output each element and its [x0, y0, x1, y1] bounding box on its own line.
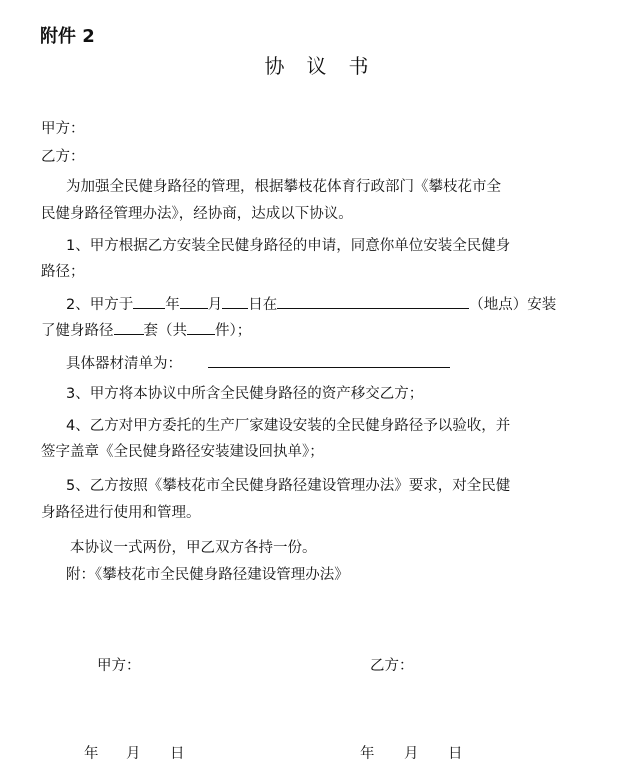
date-b-day: 日: [448, 746, 463, 762]
date-b-year: 年: [360, 746, 375, 762]
signature-party-a: 甲方：: [97, 658, 141, 674]
clause-2-sets: 套（共: [143, 323, 187, 339]
equipment-list-blank[interactable]: [208, 352, 450, 368]
clause-2-line-1: [66, 292, 556, 318]
copies-note: 本协议一式两份，甲乙双方各持一份。: [70, 540, 317, 556]
intro-line-2: 民健身路径管理办法》，经协商，达成以下协议。: [41, 206, 353, 222]
date-a-year: 年: [84, 746, 99, 762]
day-blank[interactable]: [222, 293, 248, 309]
date-b-month: 月: [404, 746, 419, 762]
party-a-label: 甲方：: [41, 121, 85, 137]
clause-2-line-2: [41, 318, 251, 344]
date-a-day: 日: [170, 746, 185, 762]
equipment-list-label: 具体器材清单为：: [66, 356, 182, 372]
clause-2-month: 月: [207, 297, 223, 313]
clause-2-place: （地点）安装: [469, 297, 557, 313]
intro-line-1: 为加强全民健身路径的管理，根据攀枝花体育行政部门《攀枝花市全: [66, 179, 501, 195]
document-title: 协议书: [264, 54, 391, 78]
items-blank[interactable]: [187, 319, 215, 335]
party-b-label: 乙方：: [41, 149, 85, 165]
clause-4-line-2: 签字盖章《全民健身路径安装建设回执单》；: [41, 444, 324, 460]
clause-3: 3、甲方将本协议中所含全民健身路径的资产移交乙方；: [66, 386, 424, 402]
clause-1-line-2: 路径；: [41, 264, 85, 280]
date-a-month: 月: [126, 746, 141, 762]
equipment-list-row: [66, 351, 450, 377]
clause-2-day: 日在: [248, 297, 278, 313]
clause-5-line-2: 身路径进行使用和管理。: [41, 505, 201, 521]
appendix-note: 附：《攀枝花市全民健身路径建设管理办法》: [66, 567, 349, 583]
signature-party-b: 乙方：: [370, 658, 414, 674]
sets-blank[interactable]: [114, 319, 144, 335]
attachment-label: 附件 2: [40, 26, 95, 47]
clause-4-line-1: 4、乙方对甲方委托的生产厂家建设安装的全民健身路径予以验收，并: [66, 418, 511, 434]
clause-2-year: 年: [165, 297, 180, 313]
clause-1-line-1: 1、甲方根据乙方安装全民健身路径的申请，同意你单位安装全民健身: [66, 238, 511, 254]
month-blank[interactable]: [180, 293, 208, 309]
clause-5-line-1: 5、乙方按照《攀枝花市全民健身路径建设管理办法》要求，对全民健: [66, 478, 511, 494]
clause-2-items: 件）；: [215, 323, 252, 339]
clause-2-prefix: 2、甲方于: [66, 297, 134, 313]
clause-2-line2-prefix: 了健身路径: [41, 323, 114, 339]
year-blank[interactable]: [133, 293, 165, 309]
place-blank[interactable]: [277, 293, 469, 309]
